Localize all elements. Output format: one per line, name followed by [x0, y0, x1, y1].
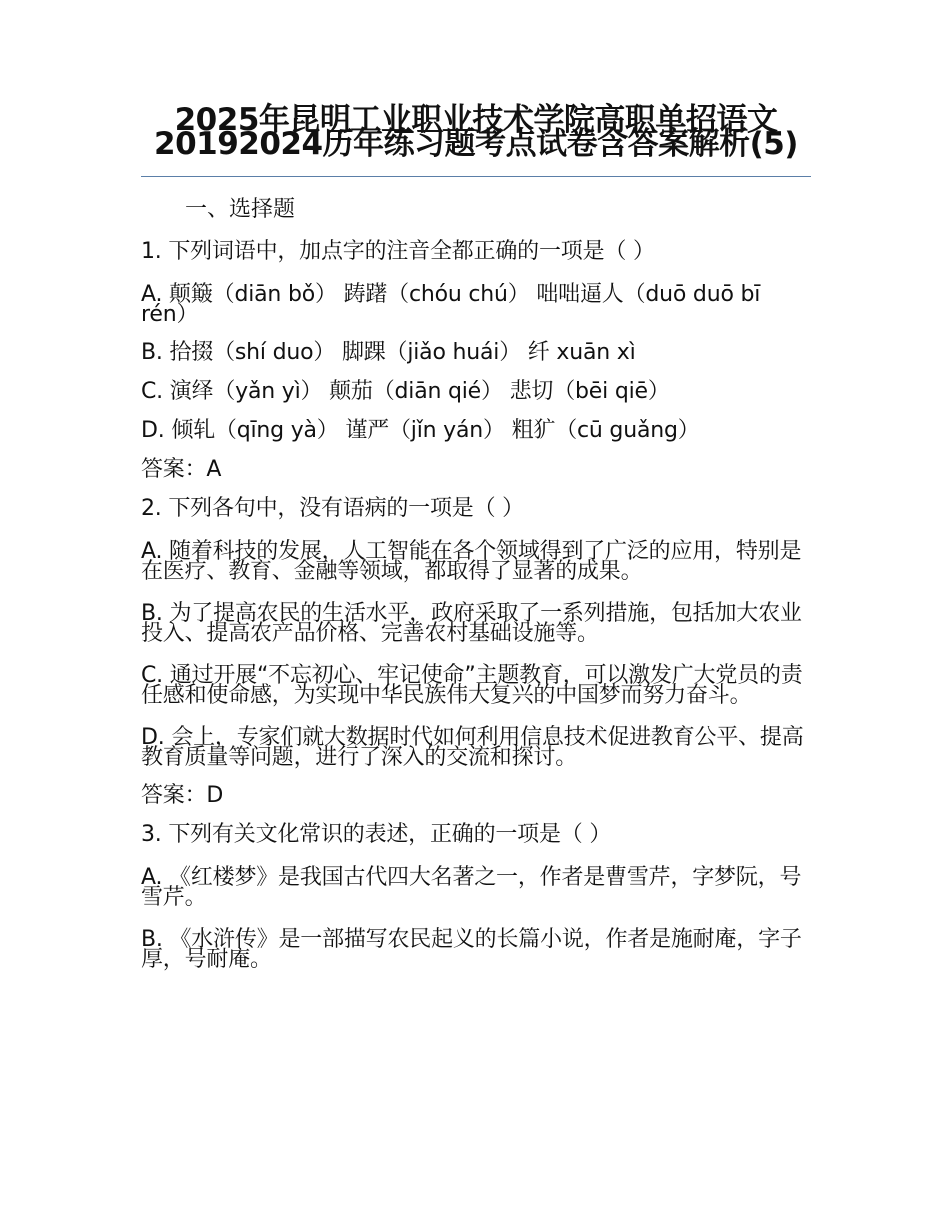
- question-2-option-d: D. 会上，专家们就大数据时代如何利用信息技术促进教育公平、提高教育质量等问题，进行了深入的交流和探讨。: [141, 725, 804, 770]
- question-1-stem: 1. 下列词语中，加点字的注音全都正确的一项是（ ）: [141, 239, 655, 264]
- question-2-answer: 答案：D: [141, 783, 224, 808]
- question-2-option-b: B. 为了提高农民的生活水平，政府采取了一系列措施，包括加大农业投入、提高农产品价格、完善农村基础设施等。: [141, 601, 802, 646]
- document-title: 2025年昆明工业职业技术学院高职单招语文20192024历年练习题考点试卷含答案解析(5): [154, 102, 798, 162]
- question-3-stem: 3. 下列有关文化常识的表述，正确的一项是（ ）: [141, 822, 612, 847]
- question-2-stem: 2. 下列各句中，没有语病的一项是（ ）: [141, 496, 524, 521]
- question-1-option-b: B. 拾掇（shí duo） 脚踝（jiǎo huái） 纤 xuān xì: [141, 340, 636, 365]
- question-2-option-a: A. 随着科技的发展，人工智能在各个领域得到了广泛的应用，特别是在医疗、教育、金融等领域，都取得了显著的成果。: [141, 539, 802, 584]
- section-heading: 一、选择题: [185, 197, 296, 222]
- document-page: [141, 100, 811, 970]
- question-1-option-c: C. 演绎（yǎn yì） 颠茄（diān qié） 悲切（bēi qiē）: [141, 379, 670, 404]
- question-1-answer: 答案：A: [141, 457, 222, 482]
- question-1-option-a: A. 颠簸（diān bǒ） 踌躇（chóu chú） 咄咄逼人（duō duō bī rén）: [141, 282, 761, 327]
- question-1-option-d: D. 倾轧（qīng yà） 谨严（jǐn yán） 粗犷（cū guǎng）: [141, 418, 700, 443]
- question-3-option-a: A. 《红楼梦》是我国古代四大名著之一，作者是曹雪芹，字梦阮，号雪芹。: [141, 865, 802, 910]
- question-2-option-c: C. 通过开展“不忘初心、牢记使命”主题教育，可以激发广大党员的责任感和使命感，为实现中华民族伟大复兴的中国梦而努力奋斗。: [141, 663, 803, 708]
- question-3-option-b: B. 《水浒传》是一部描写农民起义的长篇小说，作者是施耐庵，字子厚，号耐庵。: [141, 927, 802, 972]
- title-divider: [141, 176, 811, 177]
